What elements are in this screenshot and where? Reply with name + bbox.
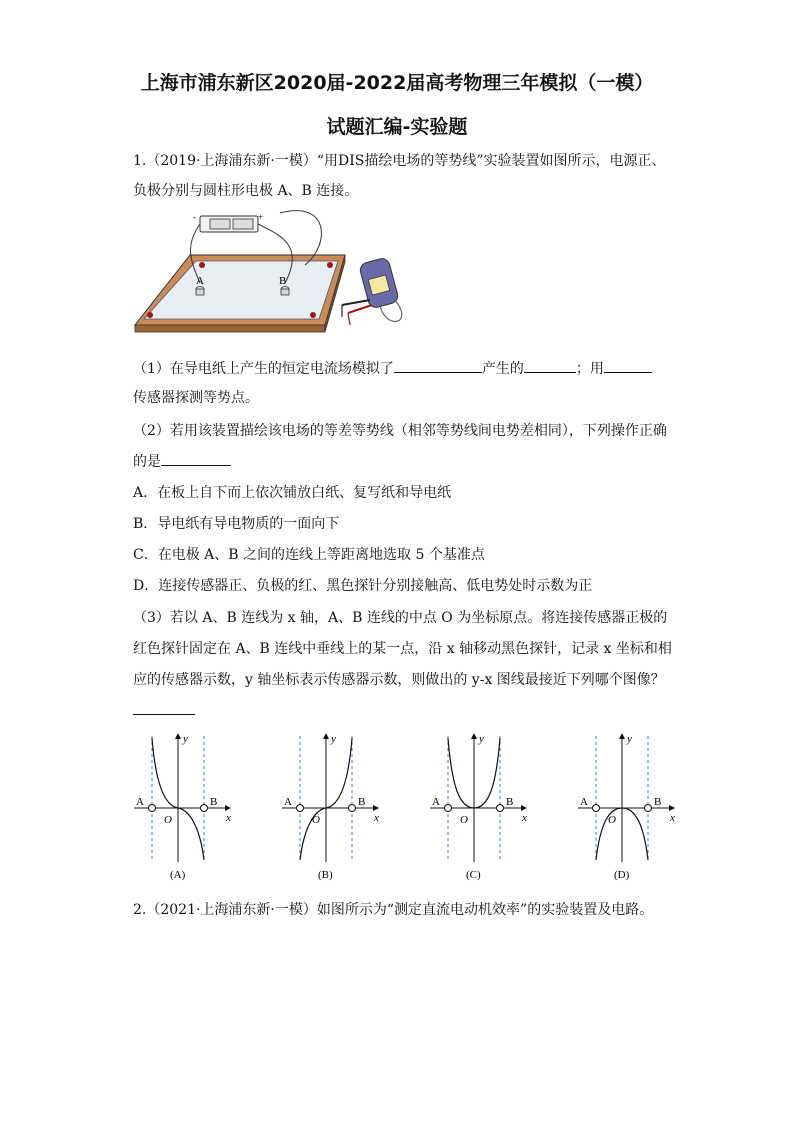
point-a bbox=[445, 805, 452, 812]
battery-plus-label: + bbox=[258, 212, 264, 222]
q1-option-c: C．在电极 A、B 之间的连线上等距离地选取 5 个基准点 bbox=[133, 547, 485, 563]
label-b: B bbox=[358, 796, 366, 808]
point-a bbox=[593, 805, 600, 812]
point-b bbox=[497, 805, 504, 812]
label-origin: O bbox=[460, 814, 468, 826]
sensor-device bbox=[342, 257, 402, 325]
q1-part2-line1: （2）若用该装置描绘该电场的等差等势线（相邻等势线间电势差相同），下列操作正确 bbox=[133, 423, 667, 439]
graph-option-a bbox=[134, 733, 231, 881]
q1-part1-line2: 传感器探测等势点。 bbox=[133, 390, 259, 406]
label-y: y bbox=[479, 733, 484, 745]
label-y: y bbox=[331, 733, 336, 745]
electrode-a-label: A bbox=[196, 275, 204, 287]
label-a: A bbox=[432, 796, 440, 808]
graph-option-b bbox=[282, 733, 379, 881]
q2-intro: 2.（2021·上海浦东新·一模）如图所示为“测定直流电动机效率”的实验装置及电路。 bbox=[133, 902, 654, 918]
answer-blank-2[interactable] bbox=[524, 358, 576, 373]
q1-part3-line3: 应的传感器示数，y 轴坐标表示传感器示数，则做出的 y-x 图线最接近下列哪个图像？ bbox=[133, 672, 665, 688]
q1-option-b: B．导电纸有导电物质的一面向下 bbox=[133, 516, 340, 532]
label-y: y bbox=[627, 733, 632, 745]
q1-part2-text: 的是 bbox=[133, 454, 161, 470]
q1-option-a: A．在板上自下而上依次铺放白纸、复写纸和导电纸 bbox=[133, 485, 452, 501]
label-b: B bbox=[210, 796, 218, 808]
label-x: x bbox=[374, 812, 379, 824]
point-a bbox=[149, 805, 156, 812]
q1-part1-text-b: 产生的 bbox=[481, 361, 524, 377]
q1-part3-line2: 红色探针固定在 A、B 连线中垂线上的某一点，沿 x 轴移动黑色探针，记录 x 坐标和相 bbox=[133, 641, 672, 657]
answer-blank-3[interactable] bbox=[604, 358, 652, 373]
point-b bbox=[201, 805, 208, 812]
graph-caption: (B) bbox=[318, 869, 333, 881]
electrode-b-label: B bbox=[279, 275, 287, 287]
label-origin: O bbox=[164, 814, 172, 826]
graph-caption: (A) bbox=[170, 869, 186, 881]
label-b: B bbox=[654, 796, 662, 808]
q1-intro-line2: 负极分别与圆柱形电极 A、B 连接。 bbox=[133, 183, 359, 199]
q1-part2-line2 bbox=[133, 451, 668, 473]
q1-part1-text-a: （1）在导电纸上产生的恒定电流场模拟了 bbox=[133, 361, 394, 377]
label-b: B bbox=[506, 796, 514, 808]
label-origin: O bbox=[608, 814, 616, 826]
label-origin: O bbox=[312, 814, 320, 826]
graph-option-d bbox=[578, 733, 675, 881]
point-b bbox=[645, 805, 652, 812]
q1-intro-line1: 1.（2019·上海浦东新·一模）“用DIS描绘电场的等势线”实验装置如图所示，电源正、 bbox=[133, 153, 666, 169]
q1-part1-text-c: ；用 bbox=[575, 361, 604, 377]
battery-minus-label: - bbox=[193, 212, 196, 222]
q1-part3-blank-line bbox=[133, 700, 668, 722]
page-title: 上海市浦东新区2020届-2022届高考物理三年模拟（一模） bbox=[140, 72, 654, 94]
answer-blank-5[interactable] bbox=[133, 700, 195, 715]
q1-option-d: D．连接传感器正、负极的红、黑色探针分别接触高、低电势处时示数为正 bbox=[133, 578, 593, 594]
graph-caption: (C) bbox=[466, 869, 481, 881]
answer-blank-1[interactable] bbox=[394, 358, 482, 373]
answer-blank-4[interactable] bbox=[161, 451, 231, 466]
point-a bbox=[297, 805, 304, 812]
graph-option-c bbox=[430, 733, 527, 881]
label-y: y bbox=[183, 733, 188, 745]
q1-part1-line1 bbox=[133, 358, 668, 380]
q1-part3-line1: （3）若以 A、B 连线为 x 轴，A、B 连线的中点 O 为坐标原点。将连接传感器正极的 bbox=[133, 610, 668, 626]
label-x: x bbox=[226, 812, 231, 824]
label-x: x bbox=[522, 812, 527, 824]
label-x: x bbox=[670, 812, 675, 824]
point-b bbox=[349, 805, 356, 812]
page-subtitle: 试题汇编-实验题 bbox=[326, 116, 468, 138]
label-a: A bbox=[580, 796, 588, 808]
apparatus-figure bbox=[130, 205, 430, 345]
label-a: A bbox=[136, 796, 144, 808]
label-a: A bbox=[284, 796, 292, 808]
graph-caption: (D) bbox=[614, 869, 630, 881]
graph-options-figure bbox=[130, 728, 690, 888]
